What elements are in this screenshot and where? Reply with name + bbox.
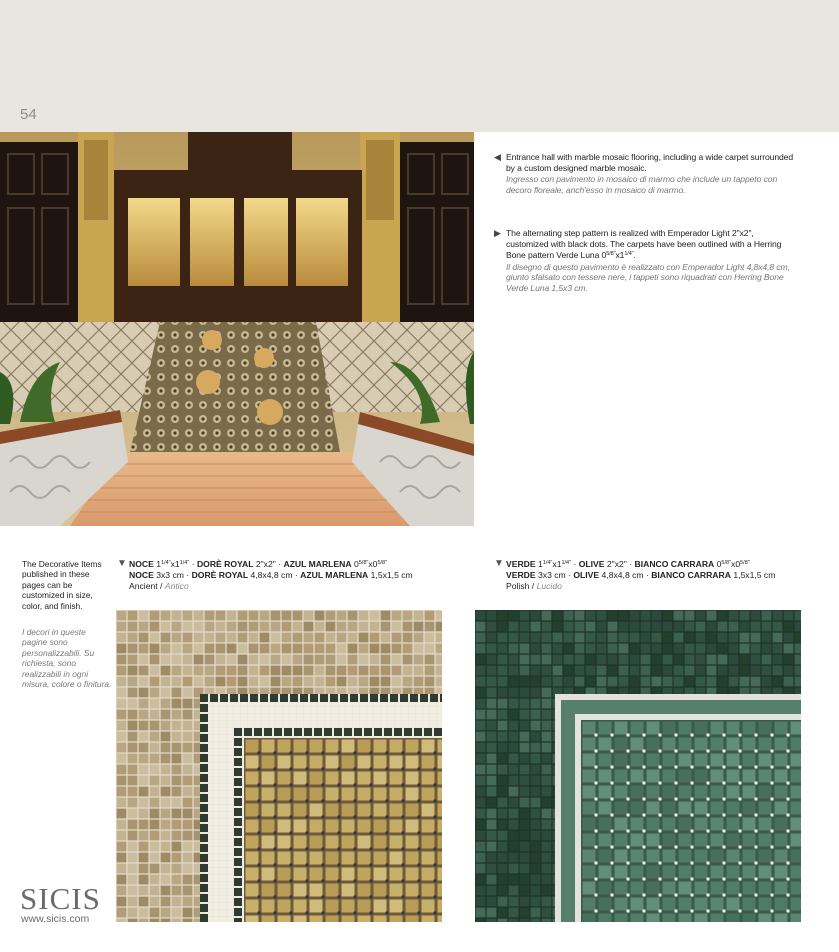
caption-step-pattern-it: Il disegno di questo pavimento è realizzato con Emperador Light 4,8x4,8 cm, giunto sfalsato con tessere nere, i tappeti sono riquadrati con Herring Bone Verde Luna 1,5x3 cm. xyxy=(506,261,790,293)
mosaic-sample-noce-illustration xyxy=(116,610,442,922)
triangle-down-icon: ▼ xyxy=(117,558,127,569)
top-band xyxy=(0,0,839,132)
sicis-url[interactable]: www.sicis.com xyxy=(21,913,90,925)
entrance-hall-photo xyxy=(0,132,474,526)
mosaic-sample-verde-illustration xyxy=(475,610,801,922)
caption-step-pattern xyxy=(494,228,794,293)
triangle-left-icon: ◀ xyxy=(494,152,501,162)
triangle-down-icon: ▼ xyxy=(494,558,504,569)
product-spec-cm: NOCE 3x3 cm · DORÈ ROYAL 4,8x4,8 cm · AZUL MARLENA 1,5x1,5 cm xyxy=(129,570,413,580)
product-spec-cm: VERDE 3x3 cm · OLIVE 4,8x4,8 cm · BIANCO CARRARA 1,5x1,5 cm xyxy=(506,570,776,580)
product-finish: Ancient / Antico xyxy=(129,581,189,591)
sidebar-note-it: I decori in queste pagine sono personalizzabili. Su richiesta, sono realizzabili in ogni misura, colore o finitura. xyxy=(22,627,112,690)
sidebar-note-en: The Decorative Items published in these pages can be customized in size, color, and finish. xyxy=(22,559,102,611)
triangle-right-icon: ▶ xyxy=(494,228,501,238)
entrance-hall-illustration xyxy=(0,132,474,526)
caption-entrance-hall-it: Ingresso con pavimento in mosaico di marmo che include un tappeto con decoro floreale, anch'esso in mosaico di marmo. xyxy=(506,174,778,195)
product-spec-inches: NOCE $1^{1/4"}x1^{1/4"}$ · DORÈ ROYAL 2"x2" · AZUL MARLENA $0^{5/8"}x0^{5/8"}$ xyxy=(129,559,388,569)
sicis-logo: SICIS xyxy=(20,881,101,916)
product-spec-noce xyxy=(117,558,447,592)
product-spec-verde xyxy=(494,558,814,592)
mosaic-sample-verde xyxy=(475,610,801,922)
caption-entrance-hall xyxy=(494,152,794,195)
product-spec-inches: VERDE $1^{1/4"}x1^{1/4"}$ · OLIVE 2"x2" · BIANCO CARRARA $0^{5/8"}x0^{5/8"}$ xyxy=(506,559,750,569)
mosaic-sample-noce xyxy=(116,610,442,922)
caption-step-pattern-en: The alternating step pattern is realized with Emperador Light 2"x2", customized with black dots. The carpets have been outlined with a Herring Bone pattern Verde Luna $0^{5/8"}x1^{1/4"}$. xyxy=(506,228,782,260)
caption-entrance-hall-en: Entrance hall with marble mosaic flooring, including a wide carpet surrounded by a custom designed marble mosaic. xyxy=(506,152,794,173)
page-number: 54 xyxy=(20,106,37,123)
product-finish: Polish / Lucido xyxy=(506,581,562,591)
